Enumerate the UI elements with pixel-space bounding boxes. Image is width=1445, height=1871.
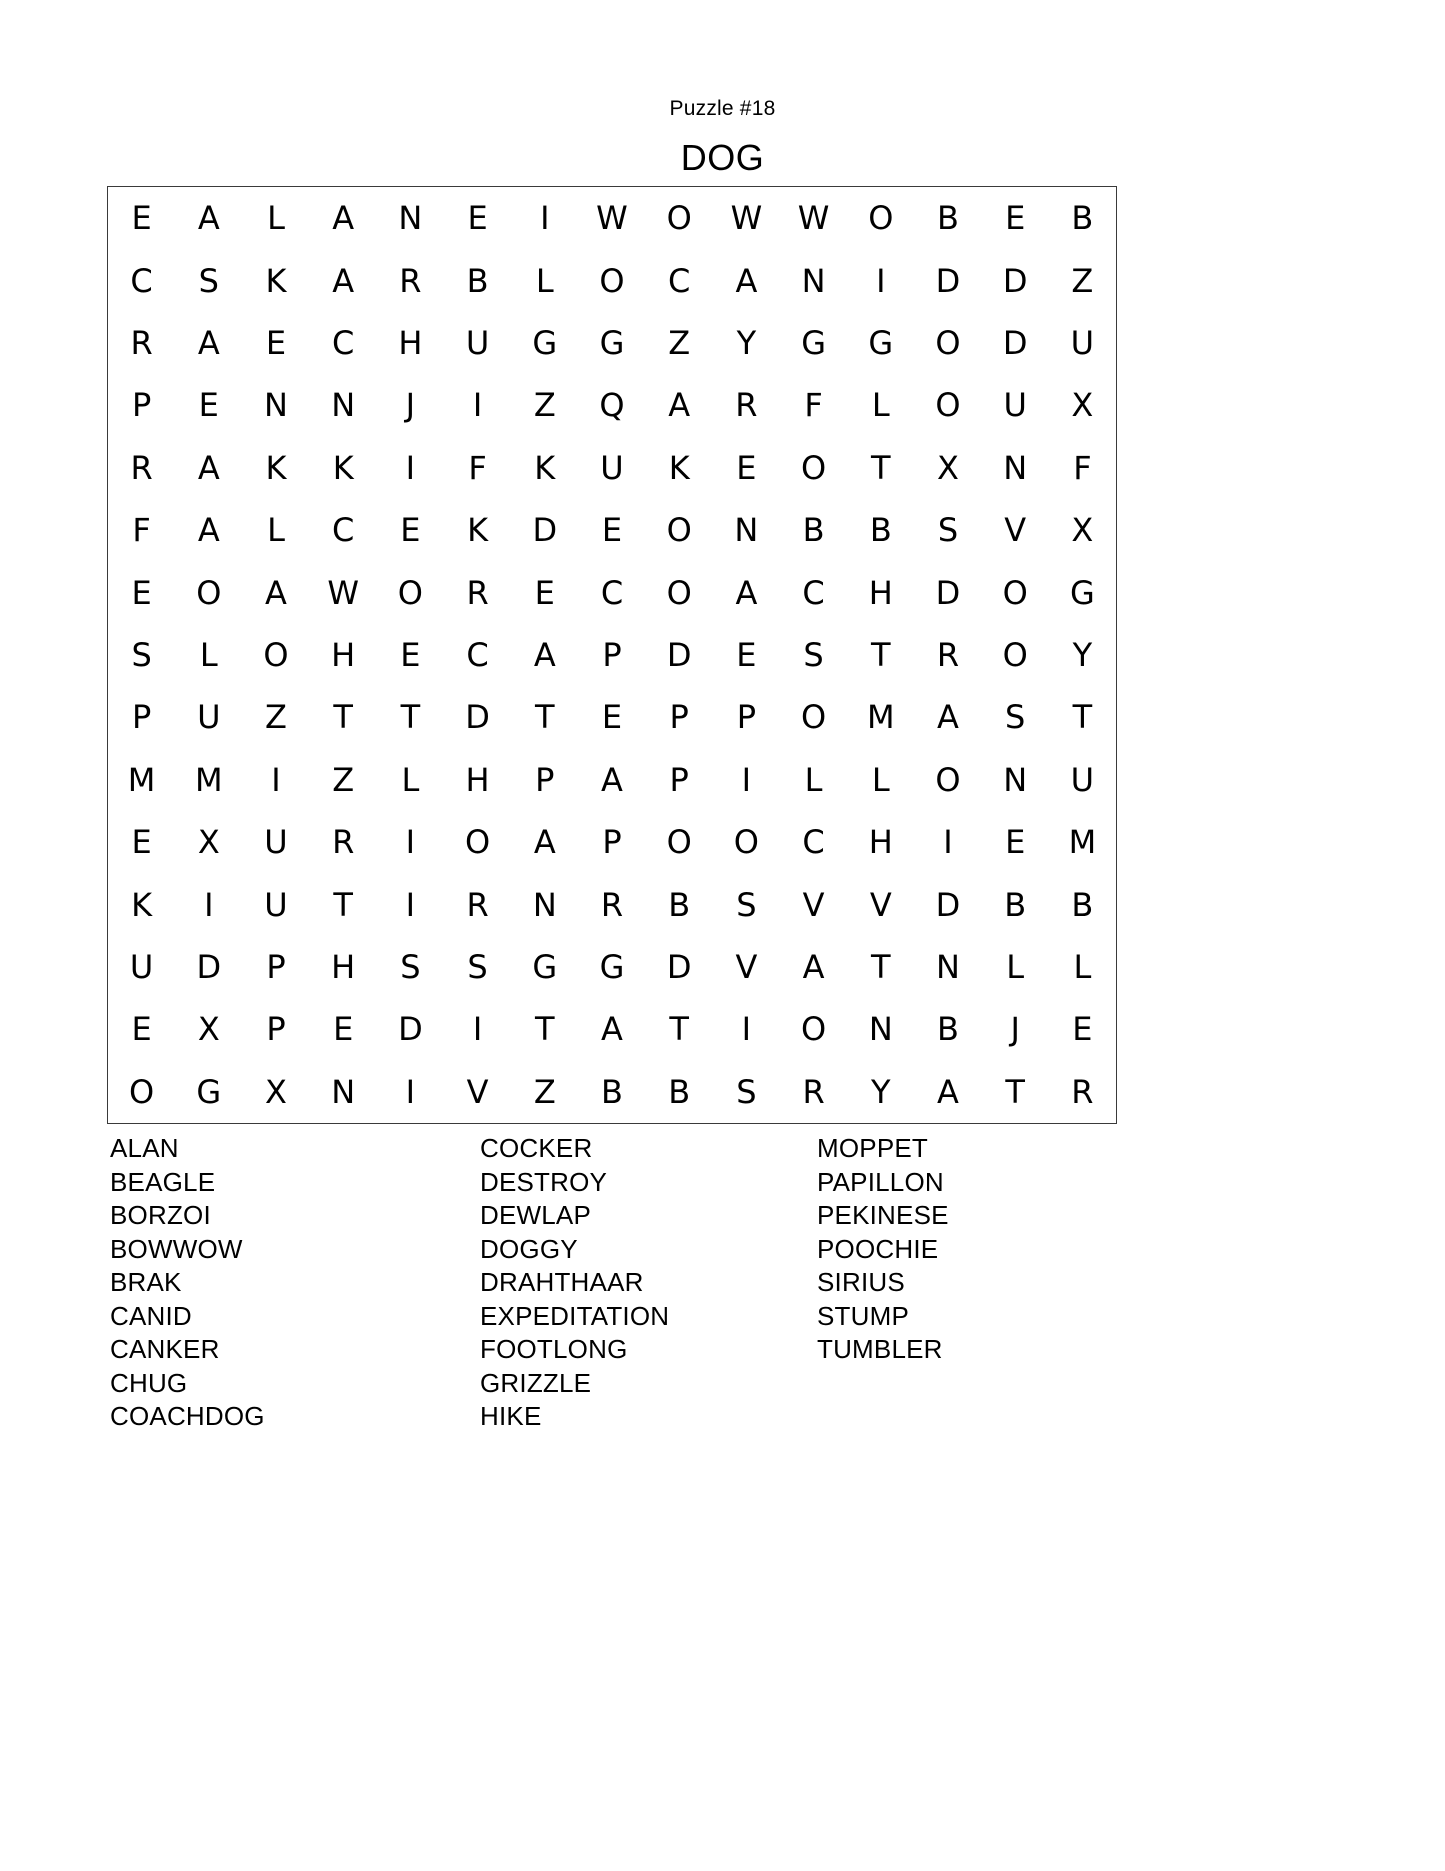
- grid-cell: P: [266, 947, 286, 986]
- grid-cell: B: [937, 1010, 959, 1049]
- word-list-item: BORZOI: [110, 1200, 211, 1230]
- grid-cell: L: [804, 760, 823, 799]
- grid-cell: B: [937, 199, 959, 238]
- grid-cell: O: [129, 1072, 155, 1111]
- grid-cell: R: [466, 885, 489, 924]
- grid-cell: V: [735, 947, 758, 986]
- grid-cell: E: [400, 511, 421, 550]
- grid-cell: K: [332, 448, 354, 487]
- grid-cell: E: [736, 635, 757, 674]
- grid-cell: C: [802, 823, 825, 862]
- grid-cell: D: [666, 947, 692, 986]
- grid-cell: I: [472, 386, 483, 425]
- grid-cell: G: [532, 947, 558, 986]
- grid-cell: N: [801, 261, 826, 300]
- grid-cell: A: [937, 698, 959, 737]
- grid-cell: Q: [599, 386, 625, 425]
- grid-cell: I: [204, 885, 214, 924]
- grid-cell: T: [333, 698, 353, 737]
- grid-cell: B: [1071, 199, 1094, 238]
- grid-cell: X: [1071, 511, 1094, 550]
- grid-cell: T: [871, 947, 891, 986]
- word-list-item: TUMBLER: [817, 1334, 943, 1364]
- grid-cell: B: [601, 1072, 623, 1111]
- grid-cell: I: [271, 760, 281, 799]
- grid-cell: O: [397, 573, 423, 612]
- grid-cell: D: [398, 1010, 423, 1049]
- page-header: [0, 0, 1445, 180]
- grid-cell: O: [1002, 573, 1028, 612]
- word-list-item: COCKER: [480, 1133, 593, 1163]
- grid-cell: B: [869, 511, 892, 550]
- word-list-item: BEAGLE: [110, 1166, 216, 1197]
- grid-cell: O: [800, 698, 827, 737]
- grid-cell: U: [465, 323, 490, 362]
- grid-cell: M: [1068, 823, 1097, 862]
- grid-cell: C: [332, 511, 355, 550]
- grid-cell: Z: [533, 1072, 556, 1111]
- grid-cell: T: [871, 448, 891, 487]
- grid-cell: K: [467, 511, 489, 550]
- grid-cell: D: [532, 511, 558, 550]
- grid-cell: O: [800, 448, 827, 487]
- grid-cell: E: [1005, 199, 1026, 238]
- grid-cell: A: [601, 1010, 623, 1049]
- grid-cell: F: [468, 448, 487, 487]
- grid-cell: W: [327, 573, 360, 612]
- word-list-item: STUMP: [817, 1300, 909, 1331]
- word-list-item: CANID: [110, 1300, 192, 1331]
- grid-cell: I: [741, 1010, 752, 1049]
- grid-cell: S: [400, 947, 421, 986]
- grid-cell: E: [131, 823, 152, 862]
- grid-cell: O: [263, 635, 289, 674]
- grid-cell: Y: [871, 1072, 891, 1111]
- grid-cell: L: [267, 511, 285, 550]
- grid-cell: O: [666, 573, 692, 612]
- grid-cell: F: [1073, 448, 1092, 487]
- grid-cell: U: [1003, 386, 1027, 425]
- grid-cell: A: [197, 199, 220, 238]
- grid-cell: U: [197, 698, 221, 737]
- grid-cell: E: [1072, 1010, 1093, 1049]
- word-list-item: BOWWOW: [110, 1233, 243, 1264]
- grid-cell: X: [937, 448, 959, 487]
- grid-cell: B: [802, 511, 825, 550]
- grid-cell: O: [733, 823, 759, 862]
- grid-cell: E: [736, 448, 757, 487]
- grid-cell: I: [405, 448, 416, 487]
- grid-cell: K: [265, 448, 287, 487]
- grid-cell: O: [464, 823, 491, 862]
- grid-cell: W: [730, 199, 763, 238]
- grid-cell: G: [1069, 573, 1095, 612]
- grid-cell: E: [467, 199, 488, 238]
- letter-grid: [108, 187, 1116, 1123]
- word-list-item: BRAK: [110, 1267, 182, 1297]
- grid-cell: N: [1003, 760, 1028, 799]
- grid-cell: E: [601, 511, 623, 550]
- grid-cell: B: [1004, 885, 1027, 924]
- grid-cell: Z: [668, 323, 691, 362]
- grid-cell: H: [331, 635, 356, 674]
- grid-cell: P: [736, 698, 757, 737]
- grid-cell: P: [131, 386, 152, 425]
- grid-cell: A: [197, 511, 220, 550]
- grid-cell: S: [937, 511, 959, 550]
- grid-cell: P: [535, 760, 555, 799]
- grid-cell: K: [131, 885, 153, 924]
- grid-cell: G: [801, 323, 826, 362]
- grid-cell: N: [532, 885, 557, 924]
- grid-cell: V: [802, 885, 825, 924]
- grid-cell: G: [868, 323, 894, 362]
- grid-cell: N: [264, 386, 288, 425]
- grid-cell: K: [265, 261, 287, 300]
- grid-cell: O: [800, 1010, 827, 1049]
- grid-cell: Y: [736, 323, 757, 362]
- word-list-item: CHUG: [110, 1367, 188, 1398]
- grid-cell: Y: [1072, 635, 1093, 674]
- grid-cell: P: [266, 1010, 286, 1049]
- grid-cell: R: [466, 573, 489, 612]
- grid-cell: U: [129, 947, 154, 986]
- grid-cell: A: [197, 323, 220, 362]
- grid-cell: S: [736, 1072, 757, 1111]
- word-list-column: [817, 1132, 1117, 1434]
- grid-cell: O: [1002, 635, 1028, 674]
- grid-cell: H: [331, 947, 356, 986]
- grid-cell: T: [400, 698, 421, 737]
- grid-cell: M: [127, 760, 156, 799]
- grid-cell: S: [1005, 698, 1026, 737]
- grid-cell: N: [331, 1072, 356, 1111]
- word-list-column: [480, 1132, 817, 1434]
- word-list-item: POOCHIE: [817, 1233, 939, 1264]
- grid-cell: D: [1002, 323, 1028, 362]
- grid-cell: F: [132, 511, 151, 550]
- grid-cell: B: [668, 885, 691, 924]
- grid-cell: C: [466, 635, 489, 674]
- grid-cell: J: [405, 386, 416, 425]
- grid-cell: H: [398, 323, 423, 362]
- grid-cell: C: [332, 323, 355, 362]
- grid-cell: Z: [332, 760, 355, 799]
- grid-cell: E: [198, 386, 219, 425]
- grid-cell: L: [401, 760, 420, 799]
- grid-cell: N: [868, 1010, 893, 1049]
- grid-cell: A: [332, 261, 355, 300]
- grid-cell: R: [735, 386, 758, 425]
- grid-cell: N: [734, 511, 759, 550]
- grid-cell: W: [797, 199, 830, 238]
- grid-cell: I: [876, 261, 886, 300]
- grid-cell: P: [669, 760, 689, 799]
- grid-cell: T: [333, 885, 353, 924]
- grid-cell: R: [936, 635, 960, 674]
- grid-cell: A: [197, 448, 220, 487]
- grid-cell: R: [130, 323, 153, 362]
- grid-cell: K: [534, 448, 556, 487]
- grid-cell: A: [601, 760, 623, 799]
- grid-cell: O: [196, 573, 222, 612]
- grid-cell: I: [472, 1010, 483, 1049]
- grid-cell: X: [265, 1072, 287, 1111]
- grid-cell: C: [130, 261, 153, 300]
- grid-cell: L: [1073, 947, 1092, 986]
- grid-cell: L: [1006, 947, 1025, 986]
- word-list-item: COACHDOG: [110, 1401, 265, 1431]
- grid-cell: M: [866, 698, 895, 737]
- grid-cell: U: [264, 823, 288, 862]
- grid-cell: R: [399, 261, 422, 300]
- grid-cell: G: [599, 323, 625, 362]
- grid-cell: E: [131, 199, 152, 238]
- grid-cell: C: [600, 573, 624, 612]
- grid-cell: T: [669, 1010, 689, 1049]
- grid-cell: D: [465, 698, 490, 737]
- grid-cell: A: [265, 573, 287, 612]
- grid-cell: T: [535, 698, 555, 737]
- grid-cell: I: [405, 823, 416, 862]
- grid-cell: L: [871, 386, 890, 425]
- grid-cell: P: [131, 698, 152, 737]
- grid-cell: O: [868, 199, 894, 238]
- grid-cell: U: [600, 448, 624, 487]
- grid-cell: E: [534, 573, 555, 612]
- grid-cell: O: [935, 323, 961, 362]
- grid-cell: A: [802, 947, 825, 986]
- word-list-item: DOGGY: [480, 1233, 578, 1264]
- grid-cell: P: [602, 823, 622, 862]
- grid-cell: O: [666, 823, 692, 862]
- grid-cell: Z: [1071, 261, 1094, 300]
- grid-cell: H: [868, 573, 893, 612]
- word-list-item: PAPILLON: [817, 1166, 944, 1197]
- grid-cell: E: [400, 635, 421, 674]
- grid-cell: A: [735, 261, 758, 300]
- grid-cell: P: [602, 635, 622, 674]
- grid-cell: D: [935, 573, 961, 612]
- grid-cell: V: [869, 885, 892, 924]
- grid-cell: X: [197, 823, 220, 862]
- grid-cell: S: [736, 885, 757, 924]
- grid-cell: I: [405, 1072, 416, 1111]
- puzzle-number: Puzzle #18: [669, 97, 776, 120]
- grid-cell: P: [669, 698, 689, 737]
- grid-cell: A: [533, 823, 556, 862]
- grid-cell: B: [466, 261, 489, 300]
- grid-cell: D: [196, 947, 222, 986]
- word-list-item: DESTROY: [480, 1166, 608, 1197]
- grid-cell: D: [666, 635, 692, 674]
- grid-cell: B: [668, 1072, 691, 1111]
- grid-cell: X: [197, 1010, 220, 1049]
- grid-cell: I: [943, 823, 953, 862]
- grid-cell: S: [131, 635, 152, 674]
- grid-cell: R: [802, 1072, 825, 1111]
- word-search-grid-container: [107, 186, 1117, 1124]
- grid-cell: A: [937, 1072, 959, 1111]
- grid-cell: E: [333, 1010, 354, 1049]
- grid-cell: K: [668, 448, 690, 487]
- grid-cell: A: [735, 573, 758, 612]
- grid-cell: N: [331, 386, 356, 425]
- grid-cell: O: [599, 261, 625, 300]
- word-list-column: [110, 1132, 480, 1434]
- grid-cell: U: [1070, 323, 1095, 362]
- grid-cell: E: [265, 323, 287, 362]
- grid-cell: R: [1071, 1072, 1094, 1111]
- grid-cell: O: [935, 760, 961, 799]
- grid-cell: O: [666, 511, 692, 550]
- grid-cell: S: [803, 635, 824, 674]
- grid-cell: G: [599, 947, 625, 986]
- grid-cell: B: [1071, 885, 1094, 924]
- grid-cell: E: [131, 1010, 152, 1049]
- grid-cell: U: [264, 885, 288, 924]
- word-list-item: EXPEDITATION: [480, 1300, 670, 1331]
- grid-cell: L: [267, 199, 285, 238]
- grid-cell: O: [666, 199, 692, 238]
- grid-cell: H: [868, 823, 893, 862]
- grid-cell: D: [1002, 261, 1028, 300]
- word-list-item: MOPPET: [817, 1133, 928, 1163]
- grid-cell: H: [465, 760, 490, 799]
- grid-cell: L: [535, 261, 554, 300]
- word-list-item: DEWLAP: [480, 1200, 592, 1230]
- word-list-item: PEKINESE: [817, 1200, 949, 1230]
- grid-cell: M: [194, 760, 223, 799]
- grid-cell: N: [1003, 448, 1028, 487]
- grid-cell: L: [199, 635, 218, 674]
- grid-cell: C: [802, 573, 825, 612]
- grid-cell: E: [1005, 823, 1026, 862]
- word-list-item: DRAHTHAAR: [480, 1267, 644, 1297]
- grid-cell: A: [332, 199, 355, 238]
- grid-cell: T: [1005, 1072, 1025, 1111]
- grid-cell: V: [1004, 511, 1027, 550]
- grid-cell: D: [935, 885, 961, 924]
- grid-cell: T: [1072, 698, 1093, 737]
- grid-cell: X: [1071, 386, 1094, 425]
- word-list: [110, 1132, 1120, 1434]
- grid-cell: C: [668, 261, 691, 300]
- grid-cell: N: [936, 947, 960, 986]
- grid-cell: V: [466, 1072, 489, 1111]
- word-list-item: ALAN: [110, 1133, 179, 1163]
- grid-cell: R: [130, 448, 153, 487]
- grid-cell: F: [804, 386, 823, 425]
- grid-cell: G: [196, 1072, 222, 1111]
- grid-cell: R: [332, 823, 355, 862]
- grid-cell: G: [532, 323, 558, 362]
- grid-cell: O: [935, 386, 961, 425]
- grid-cell: Z: [265, 698, 287, 737]
- word-list-item: CANKER: [110, 1334, 220, 1364]
- grid-cell: N: [398, 199, 423, 238]
- word-list-item: SIRIUS: [817, 1267, 905, 1297]
- grid-cell: A: [668, 386, 691, 425]
- grid-cell: I: [405, 885, 416, 924]
- grid-cell: L: [871, 760, 890, 799]
- grid-cell: I: [540, 199, 550, 238]
- grid-cell: D: [935, 261, 961, 300]
- page-title: DOG: [680, 137, 765, 178]
- grid-cell: S: [467, 947, 488, 986]
- grid-cell: T: [871, 635, 891, 674]
- grid-cell: E: [131, 573, 152, 612]
- grid-cell: Z: [533, 386, 556, 425]
- grid-cell: S: [198, 261, 219, 300]
- grid-cell: A: [533, 635, 556, 674]
- word-list-item: FOOTLONG: [480, 1334, 628, 1364]
- grid-cell: J: [1010, 1010, 1020, 1049]
- grid-cell: E: [601, 698, 623, 737]
- grid-cell: U: [1070, 760, 1095, 799]
- grid-cell: R: [600, 885, 624, 924]
- word-list-item: GRIZZLE: [480, 1367, 592, 1398]
- word-list-item: HIKE: [480, 1401, 542, 1431]
- grid-cell: W: [596, 199, 628, 238]
- grid-cell: I: [741, 760, 752, 799]
- grid-cell: T: [535, 1010, 555, 1049]
